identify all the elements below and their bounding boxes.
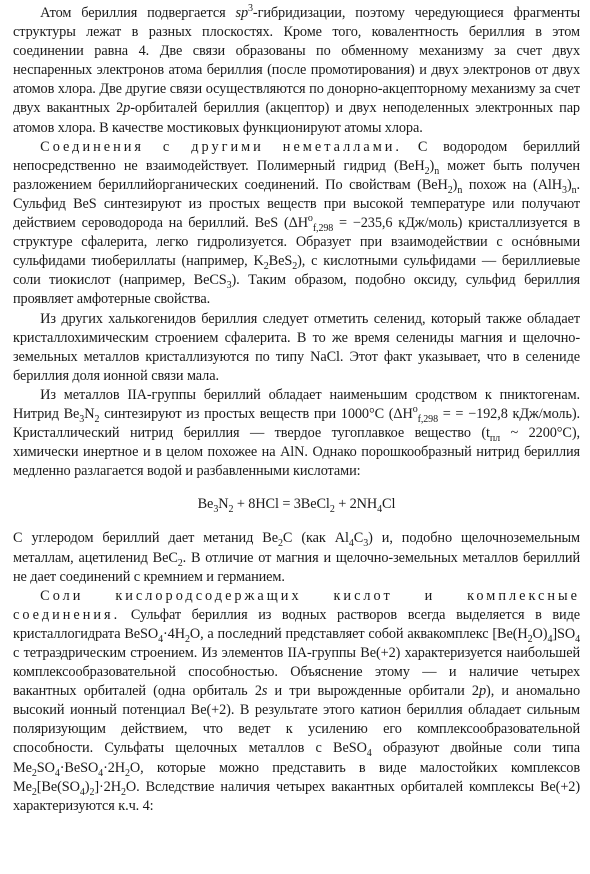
text-run: 4 [158,633,164,645]
paragraph-nonmetal-compounds [13,138,580,310]
paragraph-nitride [13,386,580,481]
paragraph-chalcogenides [13,310,580,386]
text-run: = −235,6 кДж/моль) кристаллизуется в структуре сфалерита, легко гидролизуется. Образует при взаимодействии с оснóвными сульфидами тиобериллаты (например, K [13,215,580,270]
text-run: 2 [184,633,190,645]
text-run: ]·2H [94,778,121,795]
text-run: 4 [348,538,354,550]
text-run: 2 [228,504,234,516]
text-run: ) [429,157,435,174]
text-run: С углеродом бериллий дает метанид Be [13,530,278,547]
reaction-equation [13,495,580,514]
text-run: синтезируют из простых веществ при 1000°C (ΔH [99,405,413,422]
text-run: N [218,496,229,513]
text-run: 2 [447,184,453,196]
text-run: o [307,213,313,225]
text-run: 3 [562,184,567,196]
text-run: ) и, подобно щелочноземельным металлам, ацетиленид BeC [13,530,581,566]
text-run: 3 [213,504,219,516]
text-run: 2 [292,261,298,273]
text-run: 4 [54,767,60,779]
text-run: = = −192,8 кДж/моль). Кристаллический нитрид бериллия — твердое тугоплавкое вещество (t [13,405,581,442]
text-run: 4 [79,786,85,798]
text-run: и три вырожденные орбитали 2 [267,683,479,700]
text-run: SO [36,759,55,776]
text-run: похож на (AlH [462,176,563,193]
text-run: f,298 [417,413,438,425]
text-run: n [457,184,463,196]
text-run: 3 [79,413,85,425]
text-run: 3 [363,538,369,550]
paragraph-salts-complexes [13,587,580,816]
text-run: Соли кислородсодержащих кислот и комплексные соединения. [13,587,580,623]
text-run: N [84,405,95,422]
text-run: n [434,165,440,177]
text-run: ) [566,176,572,193]
text-run: C [353,530,364,547]
text-run: O, которые можно представить в виде малостойких комплексов Me [13,759,580,795]
text-run: 2 [527,633,533,645]
text-run: Cl [382,496,396,513]
text-run: ). Таким образом, подобно оксиду, сульфид бериллия проявляет амфотерные свойства. [13,272,580,308]
text-run: s [261,683,268,700]
text-run: 4 [575,633,580,645]
text-run: 2 [263,261,269,273]
text-run: может быть получен разложением бериллийорганических соединений. По свойствам (BeH [13,157,580,193]
text-run: 2 [424,165,430,177]
text-run: 3 [226,280,232,292]
text-run: f,298 [312,222,334,234]
text-run: 2 [31,767,37,779]
text-run: ·4H [163,625,185,642]
text-run: o [412,404,418,416]
text-run: 4 [98,767,104,779]
text-run: Атом бериллия подвергается [40,5,236,21]
text-run: 4 [377,504,383,516]
text-run: 2 [89,786,95,798]
text-run: sp [235,5,248,21]
text-run: -гибридизации, поэтому чередующиеся фрагменты структуры лежат в разных плоскостях. Кроме того, ковалентность бериллия в этом соединении равна 4. Две связи образованы по обменному механизму за счет двух неспаренных электронов атома бериллия (после промотирования) и двух электронов от двух атомов хлора. Две другие связи осуществляются по донорно-акцепторному механизму за счет двух вакантных 2 [13,5,580,117]
text-run: 4 [366,748,372,760]
text-run: образуют двойные соли типа Me [13,740,580,776]
text-run: + 8HCl = 3BeCl [233,496,330,513]
text-run: n [571,184,577,196]
text-run: 2 [329,504,335,516]
text-run: Be [197,496,214,513]
text-run: ]SO [552,625,576,642]
text-run: O, а последний представляет собой аквакомплекс [Be(H [189,625,528,642]
text-run: пл [489,432,501,444]
text-run: O) [532,625,548,642]
paragraph-hybridization [13,4,580,138]
text-run: p [123,100,131,117]
text-run: BeS [268,253,293,270]
text-run: С водородом бериллий непосредственно не взаимодействует. Полимерный гидрид (BeH [13,138,581,174]
text-run: 2 [31,786,37,798]
paragraph-carbides [13,529,580,586]
text-run: 2 [277,538,283,550]
text-run: C (как Al [282,530,349,547]
text-run: Соединения с другими неметаллами. [40,138,402,155]
text-run: ), и аномально высокий ионный потенциал Be(+2). В результате этого катион бериллия обладает сильным поляризующим действием, что ведет к усилению его комплексообразовательной способности. Сульфаты щелочных металлов с BeSO [13,683,581,757]
text-run: 2 [125,767,130,779]
text-run: ·2H [103,759,126,776]
text-run: + 2NH [334,496,378,513]
text-run: 3 [248,3,253,15]
text-run: O. Вследствие наличия четырех вакантных орбиталей комплексы Be(+2) характеризуются к.ч. 4: [13,778,580,814]
text-run: 2 [177,557,183,569]
text-run: Из других халькогенидов бериллия следует отметить селенид, который также обладает кристаллохимическим строением сфалерита. В то же время селениды магния и щелочно-земельных металлов кристаллизуются по типу NaCl. Этот факт указывает, что в селениде бериллия доля ионной связи мала. [13,310,580,384]
text-run: с тетраэдрическим строением. Из элементов IIA-группы Be(+2) характеризуется наибольшей комплексообразовательной способностью. Объяснение этому — и наличие четырех вакантных орбиталей (одна орбиталь 2 [13,645,580,700]
text-run: 2 [120,786,126,798]
text-run: ·BeSO [59,759,99,776]
text-run: 4 [547,633,553,645]
text-run: . В отличие от магния и щелочно-земельных металлов бериллий не дает соединений с кремнием и германием. [13,549,580,585]
text-run: -орбиталей бериллия (акцептор) и двух неподеленных электронных пар атомов хлора. В качестве мостиковых функционируют атомы хлора. [13,100,580,136]
text-run: p [478,683,487,700]
text-run: ) [84,778,90,795]
text-run: 2 [94,413,100,425]
text-run: ) [452,176,458,193]
text-run: Из металлов IIA-группы бериллий обладает наименьшим сродством к пниктогенам. Нитрид Be [13,386,580,422]
text-run: ~ 2200°C), химически инертное и в целом похожее на AlN. Однако порошкообразный нитрид бериллия медленно разлагается водой и разбавленными кислотами: [13,425,580,480]
text-run: . Сульфид BeS синтезируют из простых веществ при высокой температуре или получают действием сероводорода на бериллий. BeS (ΔH [13,176,580,232]
text-run: [Be(SO [36,778,80,795]
text-run: Сульфат бериллия из водных растворов всегда выделяется в виде кристаллогидрата BeSO [13,606,580,642]
text-run: ), с кислотными сульфидами — бериллиевые соли тиокислот (например, BeCS [13,253,580,289]
